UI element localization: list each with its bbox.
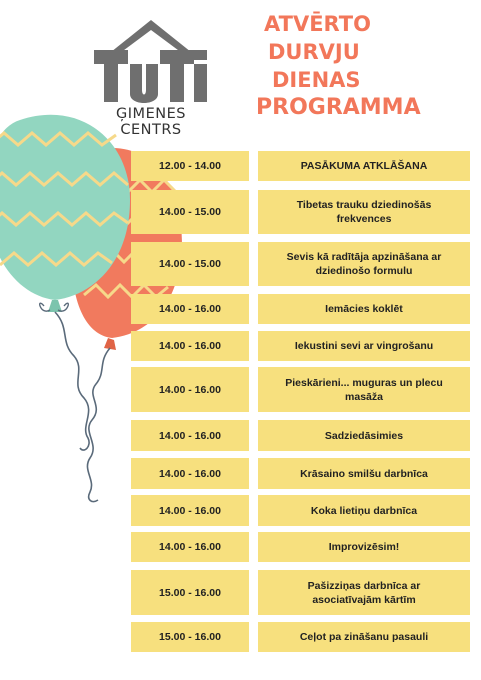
- title-line: ATVĒRTO: [264, 12, 371, 36]
- schedule-time: 14.00 - 16.00: [131, 495, 249, 526]
- schedule-time: 14.00 - 15.00: [131, 242, 249, 286]
- title-line: PROGRAMMA: [256, 95, 421, 120]
- logo-subtitle: ĢIMENES CENTRS: [116, 106, 186, 138]
- schedule-time: 12.00 - 14.00: [131, 151, 249, 181]
- schedule-activity: Sadziedāsimies: [258, 420, 470, 451]
- program-title: [250, 10, 450, 122]
- schedule-time: 14.00 - 16.00: [131, 331, 249, 361]
- schedule-activity: Pašizziņas darbnīca ar asociatīvajām kārtīm: [258, 570, 470, 615]
- schedule-activity: PASĀKUMA ATKLĀŠANA: [258, 151, 470, 181]
- schedule-activity: Improvizēsim!: [258, 532, 470, 562]
- schedule-activity: Tibetas trauku dziedinošās frekvences: [258, 190, 470, 234]
- schedule-time: 15.00 - 16.00: [131, 570, 249, 615]
- schedule-time: 14.00 - 16.00: [131, 294, 249, 324]
- schedule-time: 15.00 - 16.00: [131, 622, 249, 652]
- schedule-time: 14.00 - 16.00: [131, 420, 249, 451]
- schedule-activity: Pieskārieni... muguras un plecu masāža: [258, 367, 470, 412]
- schedule-time: 14.00 - 16.00: [131, 367, 249, 412]
- schedule-activity: Krāsaino smilšu darbnīca: [258, 458, 470, 489]
- schedule-activity: Iekustini sevi ar vingrošanu: [258, 331, 470, 361]
- schedule-time: 14.00 - 15.00: [131, 190, 249, 234]
- schedule-activity: Ceļot pa zināšanu pasauli: [258, 622, 470, 652]
- schedule-activity: Koka lietiņu darbnīca: [258, 495, 470, 526]
- schedule-activity: Sevis kā radītāja apzināšana ar dziedinošo formulu: [258, 242, 470, 286]
- title-line: DIENAS: [272, 68, 361, 92]
- title-line: DURVJU: [268, 40, 360, 64]
- schedule-time: 14.00 - 16.00: [131, 458, 249, 489]
- schedule-time: 14.00 - 16.00: [131, 532, 249, 562]
- schedule-activity: Iemācies koklēt: [258, 294, 470, 324]
